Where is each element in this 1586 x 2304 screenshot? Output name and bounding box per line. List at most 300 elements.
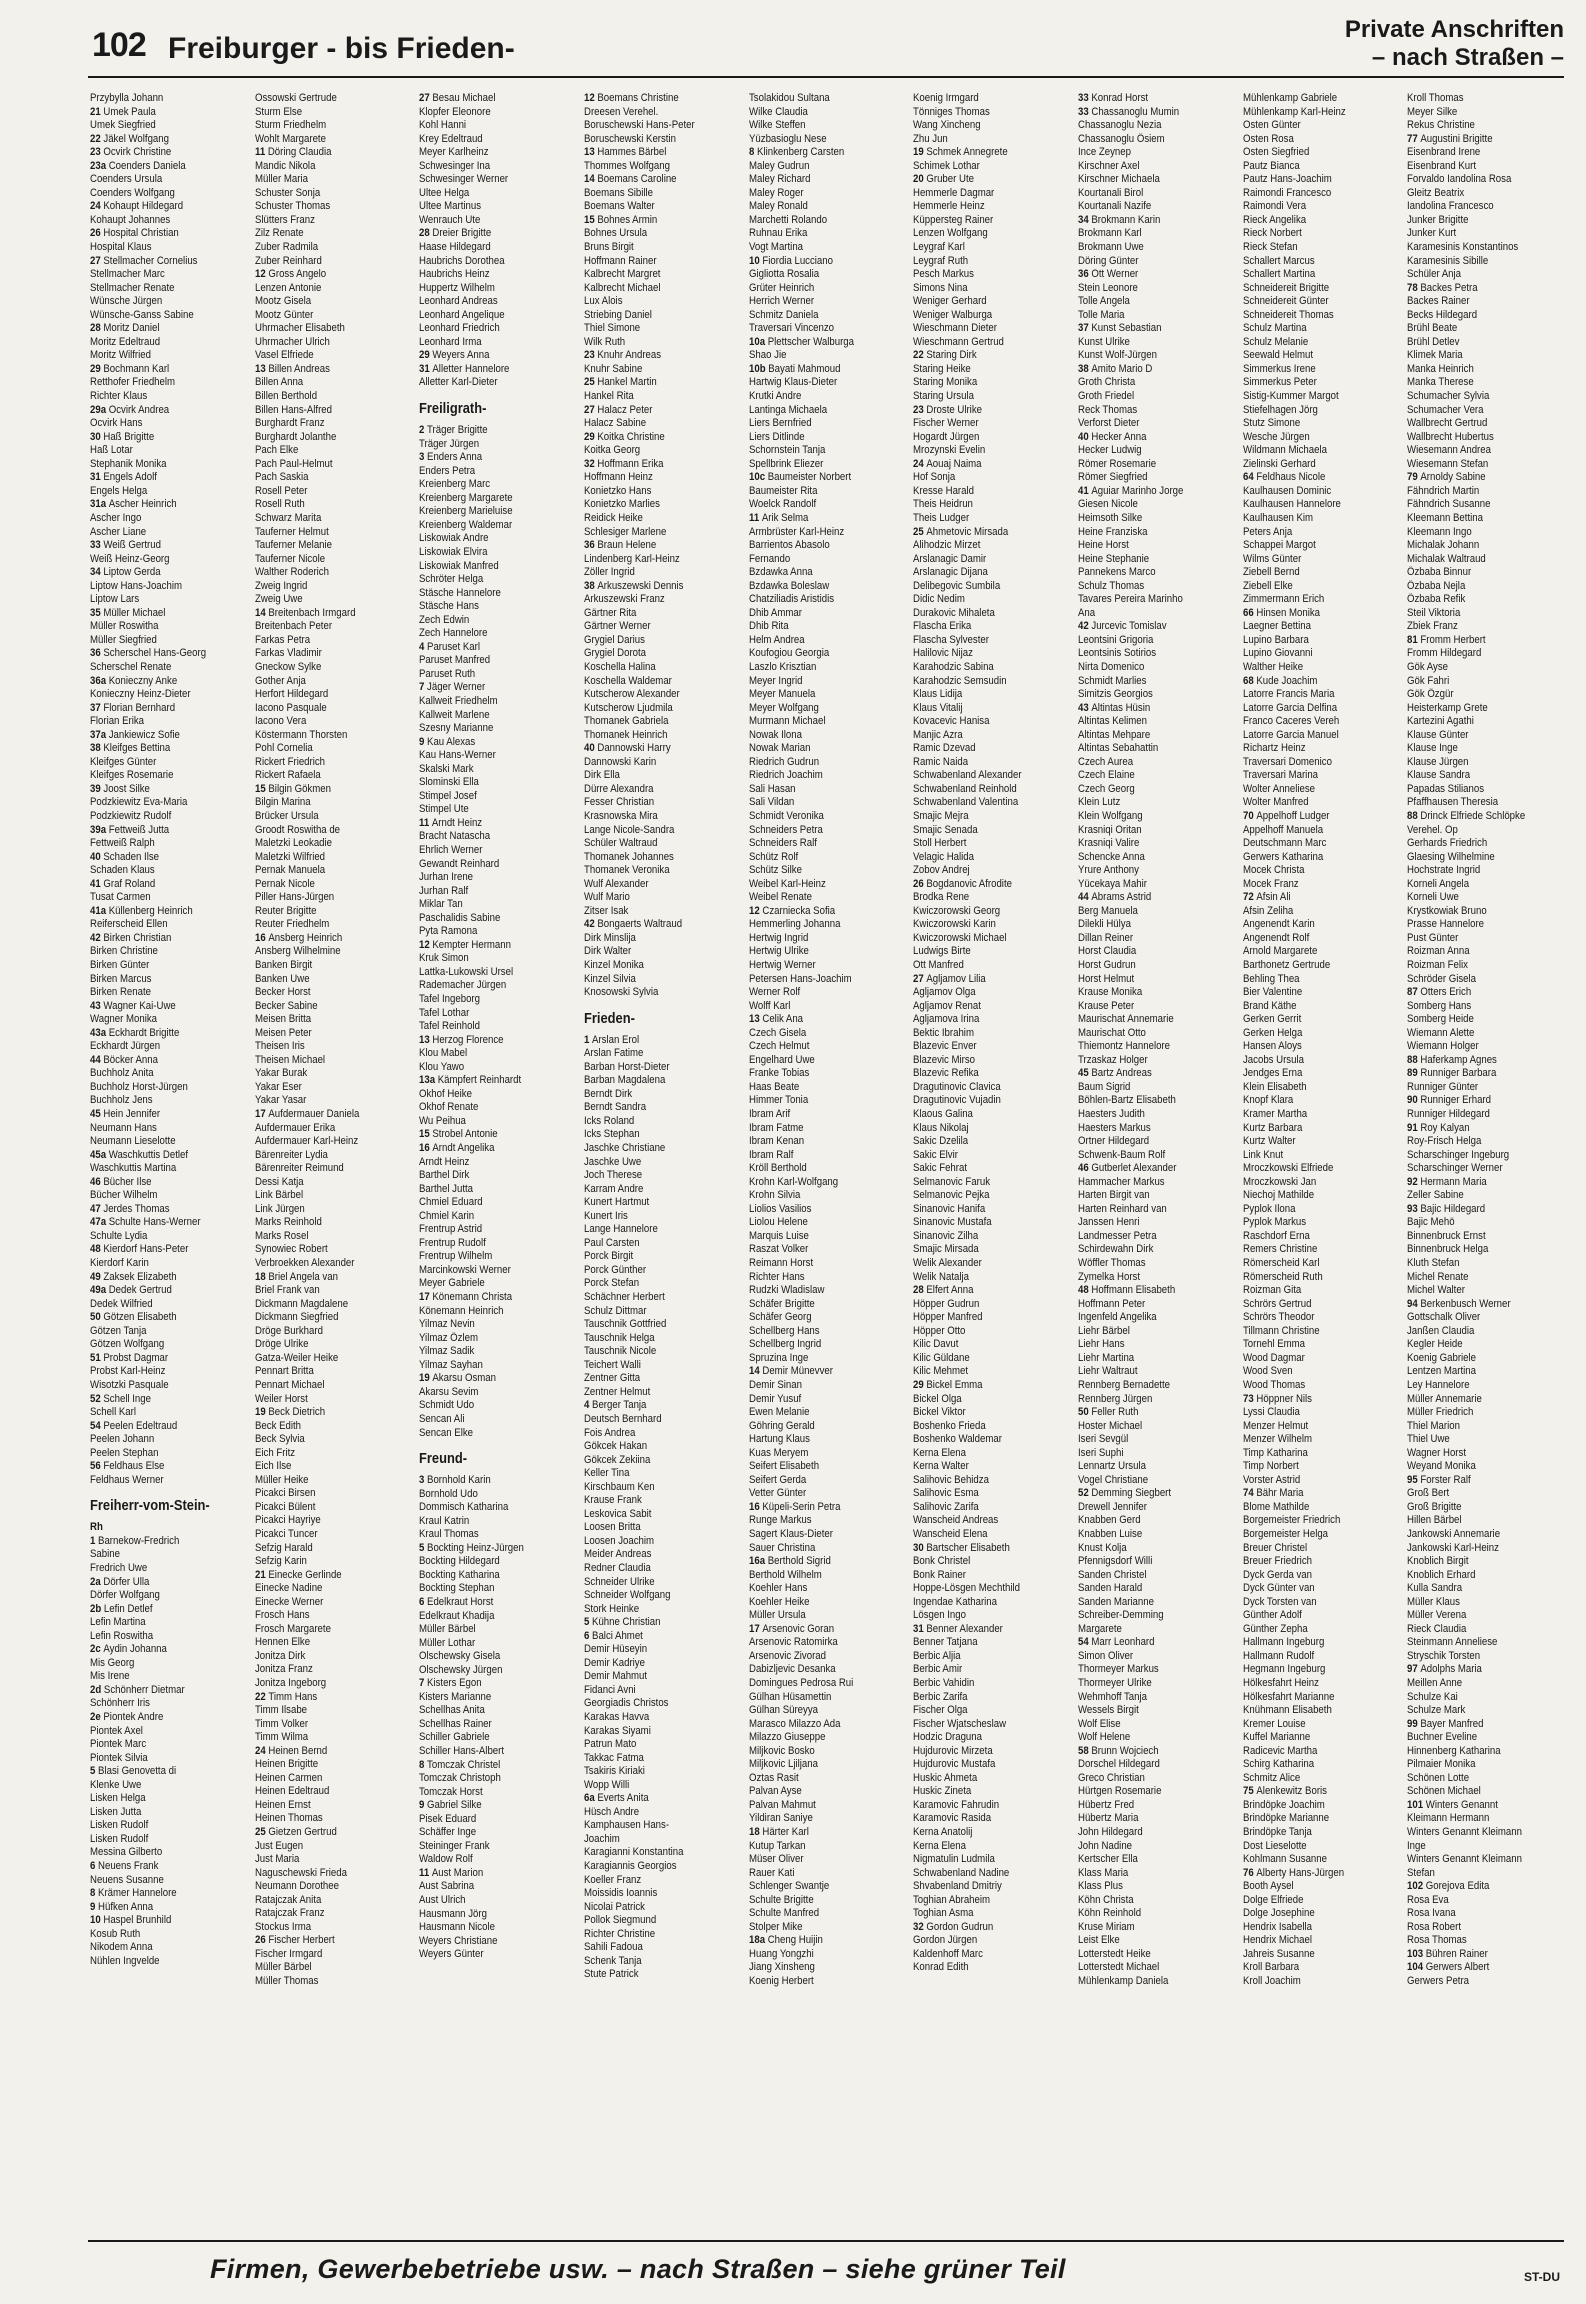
directory-entry [749,1094,887,1108]
directory-entry [255,593,393,607]
resident-name: Thiel Uwe [1407,1433,1451,1446]
directory-entry [1243,1067,1381,1081]
directory-entry [913,783,1051,797]
resident-name: Müller Roswitha [90,620,159,633]
directory-entry [419,424,557,438]
directory-entry [749,729,887,743]
resident-name: Toghian Asma [913,1907,974,1920]
directory-entry [749,1731,887,1745]
resident-name: Liers Bernfried [748,417,812,430]
resident-name: Meyer Ingrid [748,674,803,687]
directory-entry [913,837,1051,851]
resident-name: Herzog Florence [432,1033,504,1046]
resident-name: Kunert Iris [584,1209,628,1222]
resident-name: Elfert Anna [926,1284,974,1297]
directory-entry [749,1067,887,1081]
directory-entry [90,119,228,133]
resident-name: Stimpel Josef [419,789,478,802]
directory-entry [90,1589,228,1603]
resident-name: Laegner Bettina [1242,620,1311,633]
directory-entry [1407,1569,1545,1583]
resident-name: Pernak Nicole [254,877,315,890]
directory-entry [584,1156,722,1170]
resident-name: Rudzki Wladislaw [748,1284,825,1297]
directory-entry [1407,1420,1545,1434]
directory-entry [419,282,557,296]
directory-entry [1078,1840,1216,1854]
resident-name: Kühne Christian [592,1616,661,1629]
resident-name: Salihovic Behidza [913,1473,990,1486]
directory-entry [255,1365,393,1379]
resident-name: Steil Viktoria [1407,606,1461,619]
resident-name: Klaous Galina [913,1108,974,1121]
directory-entry [1078,1812,1216,1826]
house-number: 5 [419,1541,428,1554]
directory-entry [90,1027,228,1041]
house-number: 43 [90,999,104,1012]
directory-entry [584,1034,722,1048]
resident-name: Stutz Simone [1242,417,1300,430]
directory-entry [749,1257,887,1271]
resident-name: Barnekow-Fredrich [98,1534,180,1547]
resident-name: Kreienberg Marc [419,478,491,491]
resident-name: Günther Adolf [1242,1609,1302,1622]
resident-name: Schumacher Sylvia [1407,390,1490,403]
directory-entry [913,688,1051,702]
directory-entry [749,1311,887,1325]
resident-name: Hochstrate Ingrid [1407,864,1481,877]
directory-entry [1243,1352,1381,1366]
directory-entry [255,905,393,919]
directory-entry [584,1399,722,1413]
resident-name: Kwiczorowski Michael [913,931,1007,944]
directory-entry [419,1948,557,1962]
resident-name: Lefin Roswitha [90,1629,154,1642]
resident-name: Bzdawka Boleslaw [748,579,829,592]
directory-entry [1243,1284,1381,1298]
directory-entry [913,1433,1051,1447]
resident-name: Lenzen Antonie [254,281,322,294]
house-number: 11 [419,816,433,829]
house-number: 29 [584,430,598,443]
resident-name: Lisken Jutta [90,1805,142,1818]
resident-name: Wood Dagmar [1242,1351,1305,1364]
directory-entry [1243,1311,1381,1325]
resident-name: Gross Angelo [268,268,326,281]
resident-name: Domingues Pedrosa Rui [748,1676,853,1689]
directory-entry [913,878,1051,892]
resident-name: Picakci Bülent [254,1500,316,1513]
directory-entry [90,566,228,580]
resident-name: Mroczkowski Jan [1242,1175,1316,1188]
directory-entry [584,214,722,228]
resident-name: Plettscher Walburga [767,335,854,348]
directory-entry [1407,1853,1545,1867]
directory-entry [90,1711,228,1725]
directory-entry [1407,715,1545,729]
directory-entry [1407,1691,1545,1705]
resident-name: Schönherr Dietmar [103,1683,185,1696]
directory-entry [1243,1257,1381,1271]
resident-name: Klass Maria [1078,1866,1129,1879]
resident-name: Böhlen-Bartz Elisabeth [1078,1094,1176,1107]
resident-name: Kunst Sebastian [1091,322,1162,335]
resident-name: Schimek Lothar [913,159,981,172]
directory-entry [584,1955,722,1969]
resident-name: Schönen Michael [1407,1785,1482,1798]
resident-name: Coenders Ursula [90,173,163,186]
resident-name: Groth Friedel [1078,390,1135,403]
page-header [0,0,1586,80]
house-number: 6 [90,1860,99,1872]
directory-entry [749,1162,887,1176]
directory-entry [419,519,557,533]
directory-entry [419,749,557,763]
directory-entry [1407,1176,1545,1190]
directory-entry [749,634,887,648]
resident-name: Kohaupt Hildegard [103,200,184,213]
directory-entry [90,363,228,377]
directory-entry [584,1481,722,1495]
directory-entry [1407,1745,1545,1759]
resident-name: Krämer Hannelore [98,1887,177,1900]
house-number: 66 [1242,606,1257,619]
directory-entry [913,1501,1051,1515]
resident-name: Rickert Rafaela [254,769,321,782]
directory-entry [1407,1975,1545,1989]
directory-entry [584,553,722,567]
house-number: 42 [1078,620,1092,633]
directory-entry [419,1210,557,1224]
resident-name: Schwabenland Nadine [913,1866,1010,1879]
resident-name: Mühlenkamp Gabriele [1242,92,1337,104]
directory-entry [1078,891,1216,905]
house-number: 54 [1078,1636,1092,1649]
resident-name: Just Maria [254,1853,300,1866]
resident-name: Schneiders Petra [748,823,823,836]
resident-name: Hemmerling Johanna [748,918,841,931]
resident-name: Altintas Kelimen [1078,715,1148,728]
directory-entry [913,1122,1051,1136]
resident-name: Augustini Brigitte [1420,132,1493,145]
resident-name: Neumann Dorothee [254,1880,339,1893]
directory-entry [913,647,1051,661]
directory-entry [90,1379,228,1393]
directory-entry [255,1812,393,1826]
resident-name: Götzen Elisabeth [103,1311,177,1324]
directory-entry [1407,661,1545,675]
house-number: 76 [1242,1866,1257,1879]
resident-name: Dabizljevic Desanka [748,1663,836,1676]
resident-name: Giesen Nicole [1078,498,1138,511]
resident-name: Halilovic Nijaz [913,647,974,660]
resident-name: Zeller Sabine [1407,1189,1465,1202]
directory-entry [913,769,1051,783]
resident-name: Schmek Annegrete [926,146,1009,159]
directory-entry [749,688,887,702]
resident-name: Kirschner Axel [1078,159,1140,172]
resident-name: Maletzki Wilfried [254,850,325,863]
resident-name: Beck Edith [254,1419,301,1432]
resident-name: Kisters Marianne [419,1690,492,1703]
directory-entry [584,1318,722,1332]
directory-entry [749,1677,887,1691]
resident-name: Haß Brigitte [103,430,155,443]
resident-name: Barthel Dirk [419,1169,470,1182]
resident-name: Burghardt Jolanthe [254,430,336,443]
resident-name: Brindöpke Tanja [1242,1826,1312,1838]
directory-entry [419,966,557,980]
resident-name: Landmesser Petra [1078,1229,1157,1242]
resident-name: Günther Zepha [1242,1622,1308,1635]
resident-name: Barban Horst-Dieter [584,1060,670,1073]
directory-entry [90,1352,228,1366]
directory-entry [1078,92,1216,106]
directory-entry [913,553,1051,567]
resident-name: Kutscherow Ljudmila [584,701,673,714]
resident-name: Simitzis Georgios [1078,688,1153,701]
resident-name: Takkac Fatma [584,1751,644,1764]
resident-name: Bzdawka Anna [748,566,813,579]
directory-entry [584,1833,722,1847]
resident-name: Czech Helmut [748,1040,810,1053]
resident-name: Weiler Horst [254,1392,308,1405]
resident-name: Schüler Anja [1407,268,1462,281]
directory-entry [1407,783,1545,797]
directory-entry [90,1243,228,1257]
resident-name: Wilke Steffen [748,119,806,132]
resident-name: Dyck Günter van [1242,1582,1315,1595]
resident-name: Ossowski Gertrude [254,92,337,104]
resident-name: Didic Nedim [913,593,966,606]
resident-name: Knust Kolja [1078,1541,1127,1554]
resident-name: Arndt Heinz [419,1155,470,1168]
resident-name: Krohn Karl-Wolfgang [748,1175,838,1188]
resident-name: Schellhas Rainer [419,1717,493,1730]
resident-name: Schrörs Gertrud [1242,1297,1312,1310]
house-number: 8 [748,146,757,159]
resident-name: Koitka Georg [584,444,641,457]
resident-name: Wolf Helene [1078,1731,1131,1744]
directory-entry [913,1934,1051,1948]
resident-name: Marchetti Rolando [748,213,827,226]
directory-entry [419,1826,557,1840]
directory-entry [419,1610,557,1624]
directory-entry [584,1277,722,1291]
resident-name: Schiller Hans-Albert [419,1744,505,1757]
resident-name: Zech Edwin [419,613,470,626]
resident-name: Kresse Harald [913,484,975,497]
resident-name: Bier Valentine [1242,986,1302,999]
resident-name: Hankel Rita [584,390,634,403]
resident-name: Marasco Milazzo Ada [748,1717,841,1730]
directory-entry [1078,796,1216,810]
resident-name: Hemmerle Heinz [913,200,986,213]
house-number: 23 [90,146,104,159]
resident-name: Döring Claudia [267,146,332,159]
directory-entry [1407,363,1545,377]
house-number: 93 [1407,1202,1421,1215]
directory-entry [749,593,887,607]
directory-entry [749,1243,887,1257]
resident-name: Angenendt Rolf [1242,931,1310,944]
resident-name: Hammacher Markus [1078,1175,1165,1188]
resident-name: Hammes Bärbel [597,146,667,159]
directory-entry [913,918,1051,932]
resident-name: Simmerkus Peter [1242,376,1317,389]
resident-name: Yildiran Saniye [748,1812,813,1825]
directory-entry [1407,376,1545,390]
resident-name: Köstermann Thorsten [254,728,348,741]
directory-entry [255,647,393,661]
directory-entry [1243,1663,1381,1677]
resident-name: Beck Sylvia [254,1433,305,1446]
house-number: 38 [90,742,104,755]
house-number: 12 [748,904,763,917]
resident-name: Rosa Thomas [1407,1934,1468,1947]
directory-entry [419,1488,557,1502]
directory-entry [255,255,393,269]
resident-name: Raszat Volker [748,1243,809,1256]
resident-name: Höpper Gudrun [913,1297,980,1310]
resident-name: Kohlmann Susanne [1242,1853,1327,1866]
directory-entry [913,1907,1051,1921]
resident-name: Yücekaya Mahir [1078,877,1148,890]
resident-name: Jonitza Franz [254,1663,313,1676]
resident-name: Seifert Gerda [748,1473,806,1486]
resident-name: Traversari Domenico [1242,755,1332,768]
directory-entry [255,1691,393,1705]
resident-name: Kerna Anatolij [913,1826,973,1838]
resident-name: Drewell Jennifer [1078,1500,1148,1513]
directory-entry [584,1968,722,1982]
resident-name: Özbaba Refik [1407,593,1466,606]
directory-entry [1407,647,1545,661]
directory-entry [913,1393,1051,1407]
directory-entry [1407,1758,1545,1772]
directory-entry [1407,1785,1545,1799]
resident-name: Spruzina Inge [748,1351,809,1364]
resident-name: Chassanoglu Ösiem [1078,132,1165,145]
directory-entry [90,715,228,729]
resident-name: Müller Bärbel [419,1623,477,1636]
resident-name: Wildmann Michaela [1242,444,1327,457]
directory-entry [1243,539,1381,553]
directory-entry [1407,1812,1545,1826]
directory-entry [1407,1609,1545,1623]
directory-entry [749,458,887,472]
directory-entry [1078,282,1216,296]
directory-entry [90,146,228,160]
directory-entry [90,282,228,296]
resident-name: Neuens Frank [98,1860,159,1872]
directory-entry [913,1325,1051,1339]
resident-name: Bartz Andreas [1091,1067,1152,1080]
resident-name: Meyer Gabriele [419,1277,486,1290]
resident-name: Bonk Christel [913,1555,971,1568]
house-number: 13 [584,146,598,159]
directory-entry [913,214,1051,228]
resident-name: Pach Elke [254,444,298,457]
resident-name: Hegmann Ingeburg [1242,1663,1326,1676]
resident-name: Klenke Uwe [90,1778,142,1791]
house-number: 23 [913,403,927,416]
directory-entry [419,160,557,174]
resident-name: Zentner Helmut [584,1385,651,1398]
directory-entry [584,810,722,824]
resident-name: Scharschinger Ingeburg [1407,1148,1510,1161]
directory-entry [255,973,393,987]
resident-name: Jerdes Thomas [103,1202,170,1215]
resident-name: Bähr Maria [1256,1487,1304,1500]
resident-name: Ziebell Elke [1242,579,1293,592]
resident-name: Dröge Ulrike [254,1338,309,1351]
directory-entry [419,1623,557,1637]
resident-name: Ibram Kenan [748,1135,804,1148]
directory-entry [419,1427,557,1441]
directory-entry [1243,1582,1381,1596]
resident-name: Salihovic Esma [913,1487,980,1500]
resident-name: Waschkuttis Detlef [108,1148,189,1161]
directory-entry [1243,1745,1381,1759]
resident-name: Dolge Elfriede [1242,1893,1304,1906]
directory-entry [1078,1216,1216,1230]
resident-name: Koschella Waldemar [584,674,672,687]
directory-entry [255,376,393,390]
house-number: 4 [419,640,428,653]
house-number: 73 [1242,1392,1257,1405]
resident-name: Wu Peihua [419,1114,467,1127]
directory-entry [1243,878,1381,892]
resident-name: Schenk Tanja [584,1954,642,1967]
resident-name: Leonhard Angelique [419,308,505,321]
directory-entry [913,1704,1051,1718]
directory-entry [90,1271,228,1285]
resident-name: Paruset Ruth [419,667,476,680]
resident-name: Woelck Randolf [748,498,816,511]
resident-name: Schneider Wolfgang [584,1589,671,1602]
directory-entry [1078,160,1216,174]
directory-entry [419,1759,557,1773]
directory-entry [255,1542,393,1556]
resident-name: Dickmann Siegfried [254,1311,339,1324]
resident-name: Kallweit Marlene [419,708,490,721]
resident-name: Fähndrich Susanne [1407,498,1491,511]
directory-entry [913,661,1051,675]
resident-name: Liehr Bärbel [1078,1324,1130,1337]
directory-entry [90,769,228,783]
directory-entry [749,1799,887,1813]
directory-entry [90,1203,228,1217]
directory-entry [584,1291,722,1305]
directory-entry [255,1934,393,1948]
directory-entry [419,668,557,682]
resident-name: Rieck Angelika [1242,213,1306,226]
directory-entry [90,1433,228,1447]
directory-entry [1407,1487,1545,1501]
directory-entry [255,363,393,377]
resident-name: Wolter Anneliese [1242,782,1315,795]
resident-name: Bickel Olga [913,1392,963,1405]
resident-name: Kirschner Michaela [1078,173,1160,186]
house-number: 16 [748,1500,763,1513]
resident-name: Mis Georg [90,1656,135,1669]
directory-entry [749,160,887,174]
house-number: 97 [1407,1663,1421,1676]
directory-entry [1407,810,1545,824]
resident-name: Pernak Manuela [254,864,325,877]
directory-entry [90,1887,228,1901]
